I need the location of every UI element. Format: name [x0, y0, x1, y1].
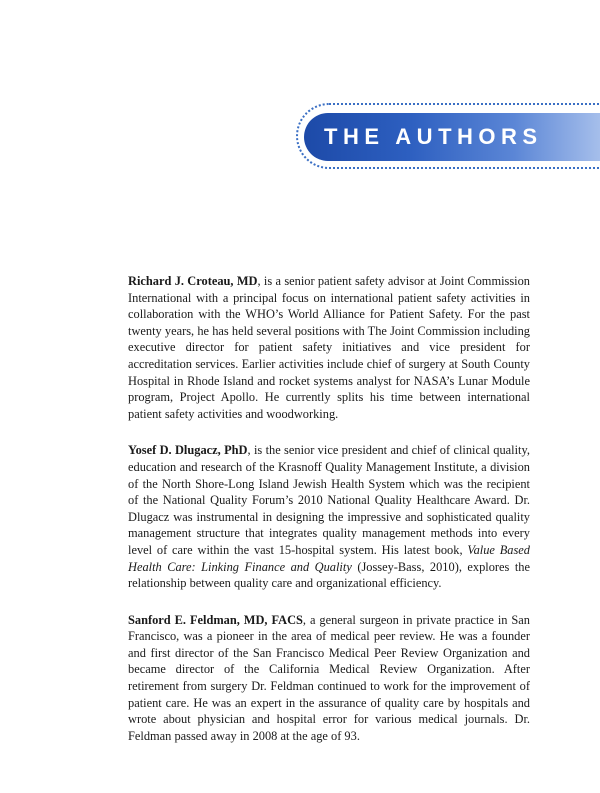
author-bio-dlugacz [128, 442, 530, 591]
section-header [296, 103, 600, 171]
author-description: , is a senior patient safety advisor at Joint Commission International with a principal focus on international patient safety activities in collaboration with the WHO’s World Alliance for Patient Safety. For the past twenty years, he has held several positions with The Joint Commission including executive director for patient safety initiatives and vice president for accreditation services. Earlier activities include chief of surgery at South County Hospital in Rhode Island and rocket systems analyst for NASA’s Lunar Module program, Project Apollo. He currently splits his time between international patient safety activities and woodworking. [128, 274, 530, 421]
authors-content [128, 273, 530, 764]
page-title: THE AUTHORS [324, 124, 543, 149]
title-banner [304, 113, 600, 161]
book-title: Value Based Health Care: Linking Finance and Quality [128, 542, 531, 574]
author-bio-croteau [128, 273, 530, 422]
author-description-continued: (Jossey-Bass, 2010), explores the relationship between quality care and organizational efficiency. [128, 559, 531, 591]
author-bio-feldman [128, 612, 530, 745]
author-description: , is the senior vice president and chief of clinical quality, education and research of the Krasnoff Quality Management Institute, a division of the North Shore-Long Island Jewish Health System which was the recipient of the National Quality Forum’s 2010 National Quality Healthcare Award. Dr. Dlugacz was instrumental in designing the impressive and sophisticated quality management structure that integrates quality management methods into every level of care within the vast 15-hospital system. His latest book, [128, 443, 530, 557]
author-description: , a general surgeon in private practice in San Francisco, was a pioneer in the area of medical peer review. He was a founder and first director of the San Francisco Medical Peer Review Organization and became director of the California Medical Review Organization. After retirement from surgery Dr. Feldman continued to work for the improvement of patient care. He was an expert in the assurance of quality care by hospitals and wrote about physician and hospital error for various medical journals. Dr. Feldman passed away in 2008 at the age of 93. [128, 612, 531, 743]
author-name: Yosef D. Dlugacz, PhD [128, 443, 248, 458]
author-name: Richard J. Croteau, MD [128, 274, 258, 288]
author-name: Sanford E. Feldman, MD, FACS [128, 612, 303, 627]
